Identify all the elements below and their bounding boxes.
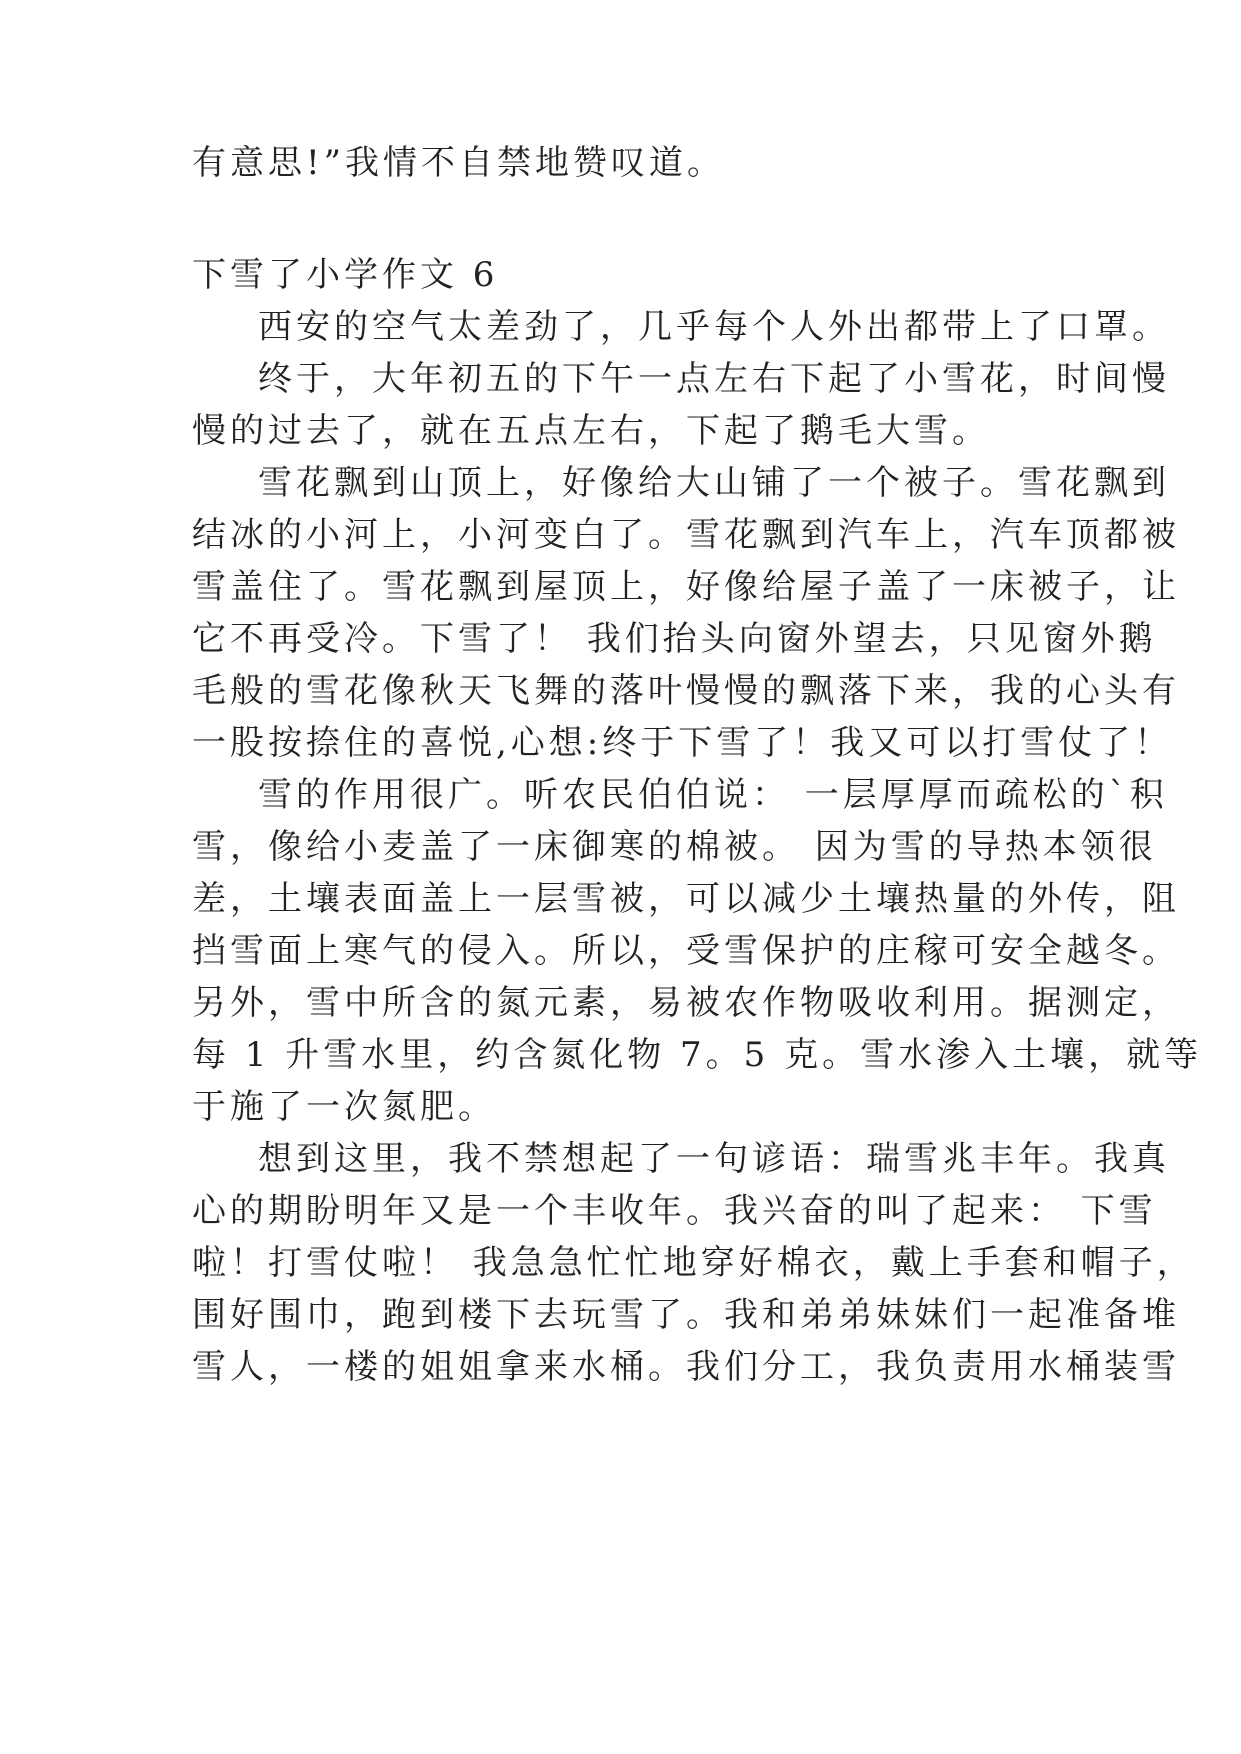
- text-line-12: 差，土壤表面盖上一层雪被，可以减少土壤热量的外传，阻: [192, 879, 1180, 919]
- text-line-6: 雪盖住了。雪花飘到屋顶上，好像给屋子盖了一床被子，让: [192, 567, 1180, 607]
- text-line-15: 每 1 升雪水里，约含氮化物 7。5 克。雪水渗入土壤，就等: [192, 1035, 1203, 1075]
- text-line-8: 毛般的雪花像秋天飞舞的落叶慢慢的飘落下来，我的心头有: [192, 671, 1180, 711]
- text-line-2: 终于，大年初五的下午一点左右下起了小雪花，时间慢: [258, 359, 1170, 399]
- section-title: 下雪了小学作文 6: [192, 255, 499, 295]
- text-line-17: 想到这里，我不禁想起了一句谚语：瑞雪兆丰年。我真: [258, 1139, 1170, 1179]
- continued-line: 有意思!”我情不自禁地赞叹道。: [192, 143, 726, 183]
- text-line-11: 雪，像给小麦盖了一床御寒的棉被。 因为雪的导热本领很: [192, 827, 1157, 867]
- text-line-3: 慢的过去了，就在五点左右，下起了鹅毛大雪。: [192, 411, 990, 451]
- text-line-13: 挡雪面上寒气的侵入。所以，受雪保护的庄稼可安全越冬。: [192, 931, 1180, 971]
- text-line-7: 它不再受冷。下雪了！ 我们抬头向窗外望去，只见窗外鹅: [192, 619, 1157, 659]
- text-line-16: 于施了一次氮肥。: [192, 1087, 496, 1127]
- text-line-9: 一股按捺住的喜悦,心想:终于下雪了！我又可以打雪仗了！: [192, 723, 1173, 763]
- text-line-4: 雪花飘到山顶上，好像给大山铺了一个被子。雪花飘到: [258, 463, 1170, 503]
- text-line-14: 另外，雪中所含的氮元素，易被农作物吸收利用。据测定，: [192, 983, 1180, 1023]
- text-line-19: 啦！打雪仗啦！ 我急急忙忙地穿好棉衣，戴上手套和帽子，: [192, 1243, 1195, 1283]
- text-line-21: 雪人，一楼的姐姐拿来水桶。我们分工，我负责用水桶装雪: [192, 1347, 1180, 1387]
- text-line-10: 雪的作用很广。听农民伯伯说： 一层厚厚而疏松的`积: [258, 775, 1168, 815]
- text-line-5: 结冰的小河上，小河变白了。雪花飘到汽车上，汽车顶都被: [192, 515, 1180, 555]
- text-line-1: 西安的空气太差劲了，几乎每个人外出都带上了口罩。: [258, 307, 1170, 347]
- text-line-20: 围好围巾，跑到楼下去玩雪了。我和弟弟妹妹们一起准备堆: [192, 1295, 1180, 1335]
- text-line-18: 心的期盼明年又是一个丰收年。我兴奋的叫了起来： 下雪: [192, 1191, 1157, 1231]
